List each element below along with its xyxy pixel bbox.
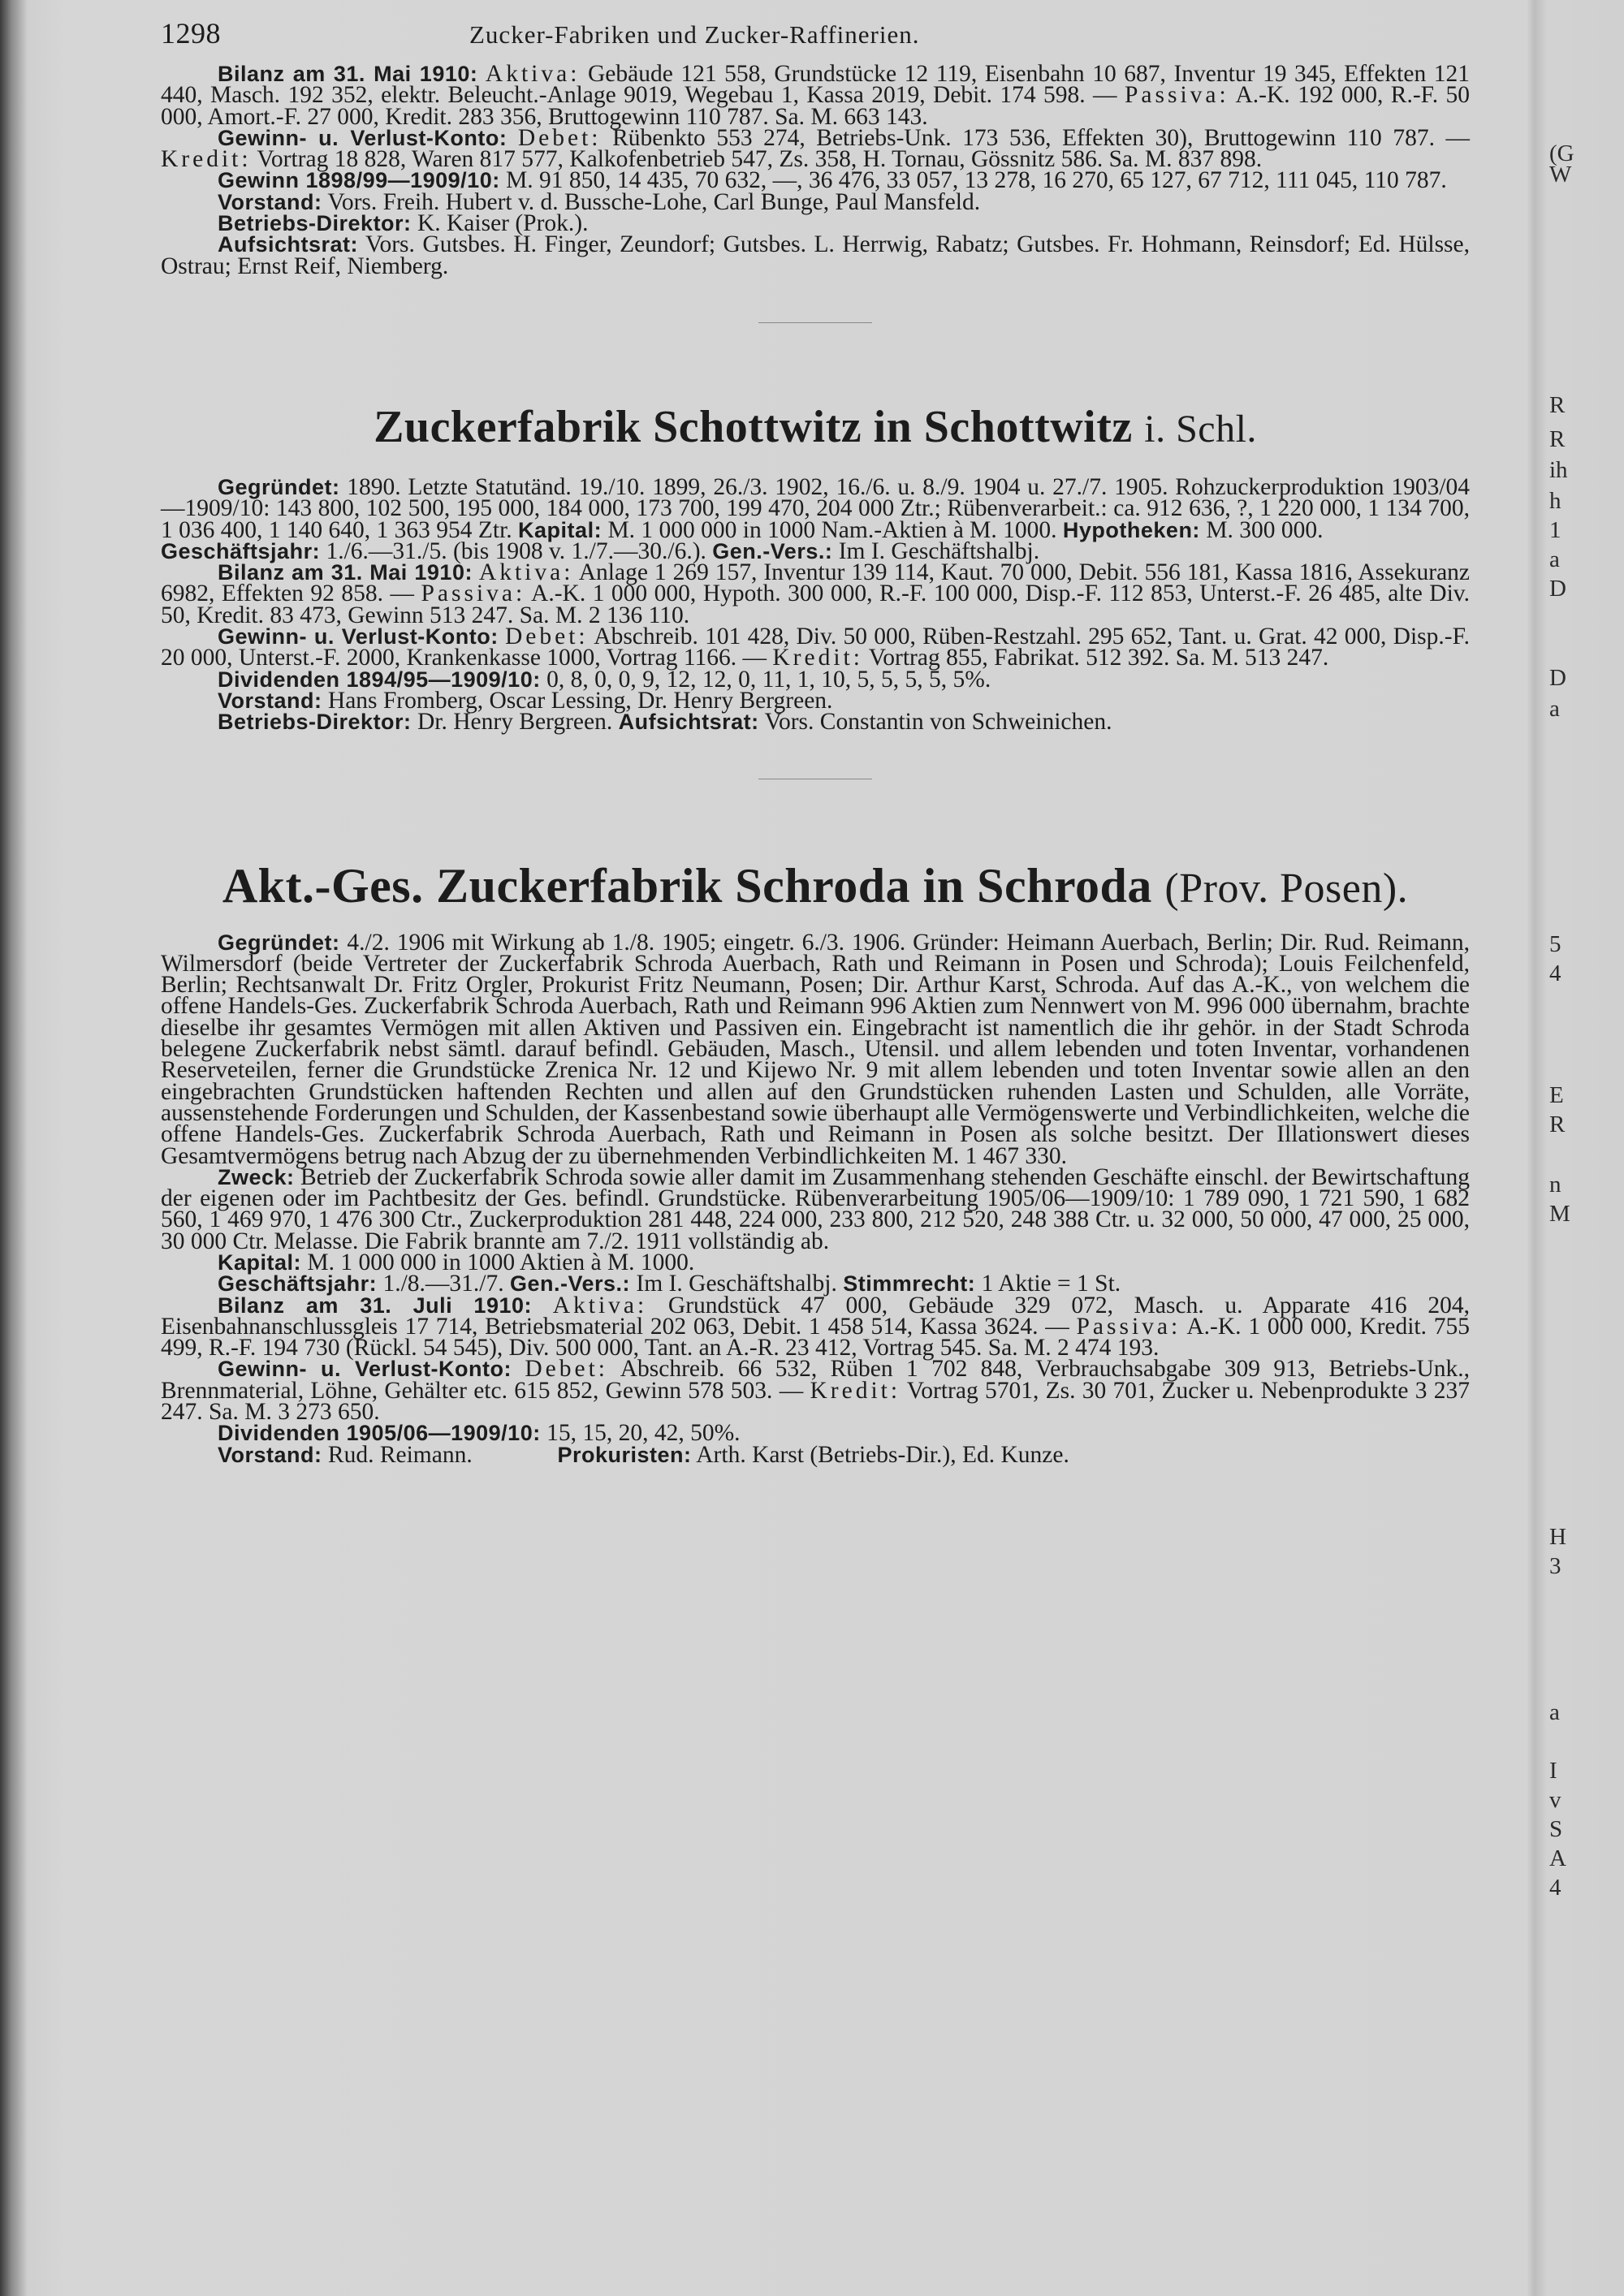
passiva-label: Passiva:	[421, 580, 526, 607]
passiva-label: Passiva:	[1076, 1313, 1181, 1340]
edge-fragment: h	[1549, 488, 1561, 514]
edge-fragment: S	[1549, 1816, 1563, 1842]
kredit-label: Kredit:	[772, 645, 863, 671]
edge-fragment: 4	[1549, 960, 1561, 986]
prev-vorstand-label: Vorstand:	[218, 189, 322, 214]
edge-fragment: I	[1549, 1758, 1557, 1784]
schroda-zweck	[161, 1163, 1470, 1254]
aktiva-label: Aktiva:	[478, 559, 574, 586]
prev-gewinn-label: Gewinn 1898/99—1909/10:	[218, 168, 500, 193]
schottwitz-direktor	[161, 709, 1470, 736]
schottwitz-guv	[161, 626, 1470, 669]
dividenden-label: Dividenden 1894/95—1909/10:	[218, 667, 541, 692]
prev-guv	[161, 124, 1471, 173]
prev-bilanz	[161, 61, 1471, 130]
edge-fragment: D	[1549, 576, 1566, 602]
geschaeftsjahr-text: 1./8.—31./7.	[382, 1271, 504, 1297]
vorstand-label: Vorstand:	[218, 688, 322, 713]
bilanz-aktiva: Anlage 1 269 157, Inventur 139 114, Kaut. 70 000, Debit. 556 181, Kassa 1816, Assekuranz 6982, Effekten 92 858. —	[161, 559, 1470, 607]
aufsicht-label: Aufsichtsrat:	[618, 710, 759, 735]
genvers-text: Im I. Geschäftshalbj.	[636, 1271, 837, 1297]
prev-guv-label: Gewinn- u. Verlust-Konto:	[218, 125, 508, 150]
schottwitz-gegruendet	[161, 473, 1471, 543]
kapital-text: M. 1 000 000 in 1000 Aktien à M. 1000.	[307, 1249, 695, 1275]
schroda-guv	[161, 1356, 1471, 1426]
schroda-title-suffix: (Prov. Posen).	[1164, 865, 1409, 912]
bilanz-label: Bilanz am 31. Mai 1910:	[218, 560, 473, 585]
aufsicht-text: Vors. Constantin von Schweinichen.	[764, 709, 1112, 736]
genvers-label: Gen.-Vers.:	[712, 538, 833, 563]
kapital-label: Kapital:	[518, 517, 603, 542]
schroda-gegruendet	[161, 929, 1470, 1169]
kapital-text: M. 1 000 000 in 1000 Nam.-Aktien à M. 1000.	[607, 516, 1057, 543]
vorstand-text: Hans Fromberg, Oscar Lessing, Dr. Henry Bergreen.	[327, 687, 833, 714]
zweck-label: Zweck:	[218, 1164, 295, 1189]
section-divider	[758, 322, 872, 323]
prev-bilanz-label: Bilanz am 31. Mai 1910:	[218, 62, 478, 86]
dividenden-text: 0, 8, 0, 0, 9, 12, 12, 0, 11, 1, 10, 5, 5, 5, 5, 5%.	[546, 666, 991, 693]
guv-debet: Abschreib. 101 428, Div. 50 000, Rüben-Restzahl. 295 652, Tant. u. Grat. 42 000, Disp.-F. 20 000, Unterst.-F. 2000, Krankenkasse 1000, Vortrag 1166. —	[161, 624, 1470, 671]
hypotheken-text: M. 300 000.	[1206, 516, 1324, 543]
edge-fragment: H	[1549, 1524, 1566, 1550]
aktiva-label: Aktiva:	[552, 1292, 648, 1318]
entry-title-schottwitz	[161, 403, 1470, 454]
gegruendet-text: 1890. Letzte Statutänd. 19./10. 1899, 26./3. 1902, 16./6. u. 8./9. 1904 u. 27./7. 1905. Rohzuckerproduktion 1903/04—1909/10: 143 800, 102 500, 195 000, 184 000, 173 700, 199 470, 204 000 Ztr.; Rübenverarbeit.: ca. 912 636, ?, 1 220 000, 1 134 700, 1 036 400, 1 140 640, 1 363 954 Ztr.	[161, 473, 1471, 543]
prev-aufsicht-text: Vors. Gutsbes. H. Finger, Zeundorf; Gutsbes. L. Herrwig, Rabatz; Gutsbes. Fr. Hohmann, Reinsdorf; Ed. Hülsse, Ostrau; Ernst Reif, Niemberg.	[161, 231, 1470, 279]
prev-direktor-label: Betriebs-Direktor:	[218, 211, 412, 236]
schottwitz-title-suffix: i. Schl.	[1144, 407, 1257, 451]
gegruendet-label: Gegründet:	[218, 930, 340, 955]
edge-fragment: a	[1549, 696, 1560, 722]
direktor-text: Dr. Henry Bergreen.	[417, 709, 613, 736]
edge-fragment: E	[1549, 1082, 1564, 1108]
prokuristen-label: Prokuristen:	[557, 1442, 692, 1467]
vorstand-label: Vorstand:	[218, 1442, 322, 1467]
bilanz-label: Bilanz am 31. Juli 1910:	[218, 1293, 532, 1318]
schroda-bilanz	[161, 1292, 1471, 1362]
geschaeftsjahr-label: Geschäftsjahr:	[161, 538, 321, 563]
guv-label: Gewinn- u. Verlust-Konto:	[218, 624, 499, 650]
kredit-label: Kredit:	[161, 146, 252, 173]
prev-gewinn-text: M. 91 850, 14 435, 70 632, —, 36 476, 33 057, 13 278, 16 270, 65 127, 67 712, 111 045, 110 787.	[506, 167, 1447, 194]
stimmrecht-text: 1 Aktie = 1 St.	[981, 1271, 1121, 1297]
edge-fragment: (G	[1549, 140, 1574, 166]
edge-fragment: ih	[1549, 457, 1568, 483]
genvers-text: Im I. Geschäftshalbj.	[838, 537, 1040, 564]
edge-fragment: M	[1549, 1201, 1570, 1227]
schottwitz-entry	[161, 473, 1471, 736]
adjacent-page-edge	[1543, 0, 1624, 2296]
stimmrecht-label: Stimmrecht:	[843, 1271, 976, 1297]
gegruendet-text: 4./2. 1906 mit Wirkung ab 1./8. 1905; eingetr. 6./3. 1906. Gründer: Heimann Auerbach, Berlin; Dir. Rud. Reimann, Wilmersdorf (beide Vertreter der Zuckerfabrik Schroda Auerbach, Rath und Reimann in Posen und Schroda); Louis Feilchenfeld, Berlin; Rechtsanwalt Dr. Fritz Orgler, Prokurist Fritz Neumann, Posen; Dir. Arthur Karst, Schroda. Auf das A.-K., von welchem die offene Handels-Ges. Zuckerfabrik Schroda Auerbach, Rath und Reimann 996 Aktien zum Nennwert von M. 996 000 übernahm, brachte dieselbe ihr gesamtes Vermögen mit allen Aktiven und Passiven ein. Eingebracht ist namentlich die ihr gehör. in der Stadt Schroda belegene Zuckerfabrik nebst sämtl. darauf befindl. Gebäuden, Masch., Utensil. und allem lebenden und toten Inventar, vorhandenen Reserveteilen, ferner die Grundstücke Zrenica Nr. 12 und Kijewo Nr. 9 mit allem lebenden und toten Inventar sowie allen an den eingebrachten Grundstücken haftenden Rechten und allen auf den Grundstücken ruhenden Lasten und Schulden, alle Vorräte, aussenstehende Forderungen und Schulden, der Kassenbestand sowie überhaupt alle Vermögenswerte und Verbindlichkeiten, welche die offene Handels-Ges. Zuckerfabrik Schroda Auerbach, Rath und Reimann in Posen als solche besitzt. Der Illationswert dieses Gesamtvermögens betrug nach Abzug der zu übernehmenden Verbindlichkeiten M. 1 467 330.	[161, 929, 1470, 1169]
geschaeftsjahr-label: Geschäftsjahr:	[218, 1271, 378, 1297]
guv-kredit: Vortrag 5701, Zs. 30 701, Zucker u. Nebenprodukte 3 237 247. Sa. M. 3 273 650.	[161, 1377, 1471, 1426]
genvers-label: Gen.-Vers.:	[509, 1271, 631, 1297]
zweck-text: Betrieb der Zuckerfabrik Schroda sowie aller damit im Zusammenhang stehenden Geschäfte einschl. der Bewirtschaftung der eigenen oder im Pachtbesitz der Ges. befindl. Grundstücke. Rübenverarbeitung 1905/06—1909/10: 1 789 090, 1 721 590, 1 682 560, 1 469 970, 1 476 300 Ctr., Zuckerproduktion 281 448, 224 000, 233 800, 212 520, 248 388 Ctr. u. 32 000, 50 000, 47 000, 25 000, 30 000 Ctr. Melasse. Die Fabrik brannte am 7./2. 1911 vollständig ab.	[161, 1163, 1470, 1254]
dividenden-label: Dividenden 1905/06—1909/10:	[218, 1421, 541, 1446]
page-content	[161, 17, 1471, 1468]
bilanz-passiva: A.-K. 1 000 000, Hypoth. 300 000, R.-F. 100 000, Disp.-F. 112 853, Unterst.-F. 26 485, alte Div. 50, Kredit. 83 473, Gewinn 513 247. Sa. M. 2 136 110.	[161, 580, 1471, 628]
prev-bilanz-aktiva: Gebäude 121 558, Grundstücke 12 119, Eisenbahn 10 687, Inventur 19 345, Effekten 121 440, Masch. 192 352, elektr. Beleucht.-Anlage 9019, Wegebau 1, Kassa 2019, Debit. 174 598. —	[161, 61, 1471, 109]
debet-label: Debet:	[517, 124, 602, 151]
edge-fragment: 4	[1549, 1875, 1561, 1901]
edge-fragment: a	[1549, 1699, 1560, 1725]
page-header	[161, 17, 1470, 63]
edge-fragment: W	[1549, 162, 1572, 188]
prev-vorstand	[161, 188, 1470, 215]
edge-fragment: v	[1549, 1787, 1561, 1813]
edge-fragment: 5	[1549, 931, 1561, 957]
entry-title-schroda	[161, 858, 1470, 914]
edge-fragment: n	[1549, 1172, 1561, 1198]
schottwitz-bilanz	[161, 559, 1471, 628]
kredit-label: Kredit:	[810, 1377, 901, 1404]
prev-aufsicht	[161, 231, 1470, 279]
edge-fragment: 1	[1549, 517, 1561, 543]
edge-fragment: R	[1549, 392, 1566, 418]
dividenden-text: 15, 15, 20, 42, 50%.	[546, 1420, 741, 1447]
running-title: Zucker-Fabriken und Zucker-Raffinerien.	[469, 20, 920, 49]
bilanz-passiva: A.-K. 1 000 000, Kredit. 755 499, R.-F. 194 730 (Rückl. 54 545), Div. 500 000, Tant. an A.-R. 23 412, Vortrag 545. Sa. M. 2 474 193.	[161, 1313, 1471, 1362]
prev-guv-kredit: Vortrag 18 828, Waren 817 577, Kalkofenbetrieb 547, Zs. 358, H. Tornau, Gössnitz 586. Sa. M. 837 898.	[257, 146, 1263, 173]
edge-fragment: a	[1549, 546, 1560, 572]
schroda-vorstand	[161, 1441, 1470, 1468]
bilanz-aktiva: Grundstück 47 000, Gebäude 329 072, Masch. u. Apparate 416 204, Eisenbahnanschlussgleis 17 714, Betriebsmaterial 202 063, Debit. 1 458 514, Kassa 3624. —	[161, 1292, 1471, 1340]
gegruendet-label: Gegründet:	[218, 474, 340, 499]
schroda-title: Akt.-Ges. Zuckerfabrik Schroda in Schroda	[222, 858, 1152, 913]
passiva-label: Passiva:	[1124, 82, 1229, 109]
prev-vorstand-text: Vors. Freih. Hubert v. d. Bussche-Lohe, Carl Bunge, Paul Mansfeld.	[327, 188, 981, 215]
kapital-label: Kapital:	[218, 1249, 302, 1275]
edge-fragment: D	[1549, 665, 1566, 691]
direktor-label: Betriebs-Direktor:	[218, 710, 412, 735]
prokuristen-text: Arth. Karst (Betriebs-Dir.), Ed. Kunze.	[696, 1441, 1069, 1468]
prev-entry	[161, 63, 1470, 277]
prev-bilanz-passiva: A.-K. 192 000, R.-F. 50 000, Amort.-F. 27 000, Kredit. 283 356, Bruttogewinn 110 787. Sa. M. 663 143.	[161, 82, 1470, 130]
geschaeftsjahr-text: 1./6.—31./5. (bis 1908 v. 1./7.—30./6.).	[326, 537, 706, 564]
schroda-entry	[161, 929, 1471, 1468]
hypotheken-label: Hypotheken:	[1062, 517, 1200, 542]
page-number: 1298	[161, 17, 221, 50]
edge-fragment: R	[1549, 426, 1566, 452]
aktiva-label: Aktiva:	[485, 61, 581, 87]
debet-label: Debet:	[505, 624, 589, 650]
debet-label: Debet:	[525, 1356, 608, 1383]
prev-direktor-text: K. Kaiser (Prok.).	[417, 210, 589, 237]
guv-kredit: Vortrag 855, Fabrikat. 512 392. Sa. M. 513 247.	[868, 645, 1329, 671]
prev-aufsicht-label: Aufsichtsrat:	[218, 232, 359, 257]
vorstand-text: Rud. Reimann.	[327, 1441, 473, 1468]
guv-label: Gewinn- u. Verlust-Konto:	[218, 1357, 512, 1382]
edge-fragment: 3	[1549, 1553, 1561, 1579]
edge-fragment: R	[1549, 1111, 1566, 1137]
edge-fragment: A	[1549, 1845, 1566, 1871]
guv-debet: Abschreib. 66 532, Rüben 1 702 848, Verbrauchsabgabe 309 913, Betriebs-Unk., Brennmaterial, Löhne, Gehälter etc. 615 852, Gewinn 578 503. —	[161, 1356, 1471, 1404]
schottwitz-title: Zuckerfabrik Schottwitz in Schottwitz	[374, 401, 1133, 452]
prev-guv-debet: Rübenkto 553 274, Betriebs-Unk. 173 536, Effekten 30), Bruttogewinn 110 787. —	[612, 124, 1471, 151]
